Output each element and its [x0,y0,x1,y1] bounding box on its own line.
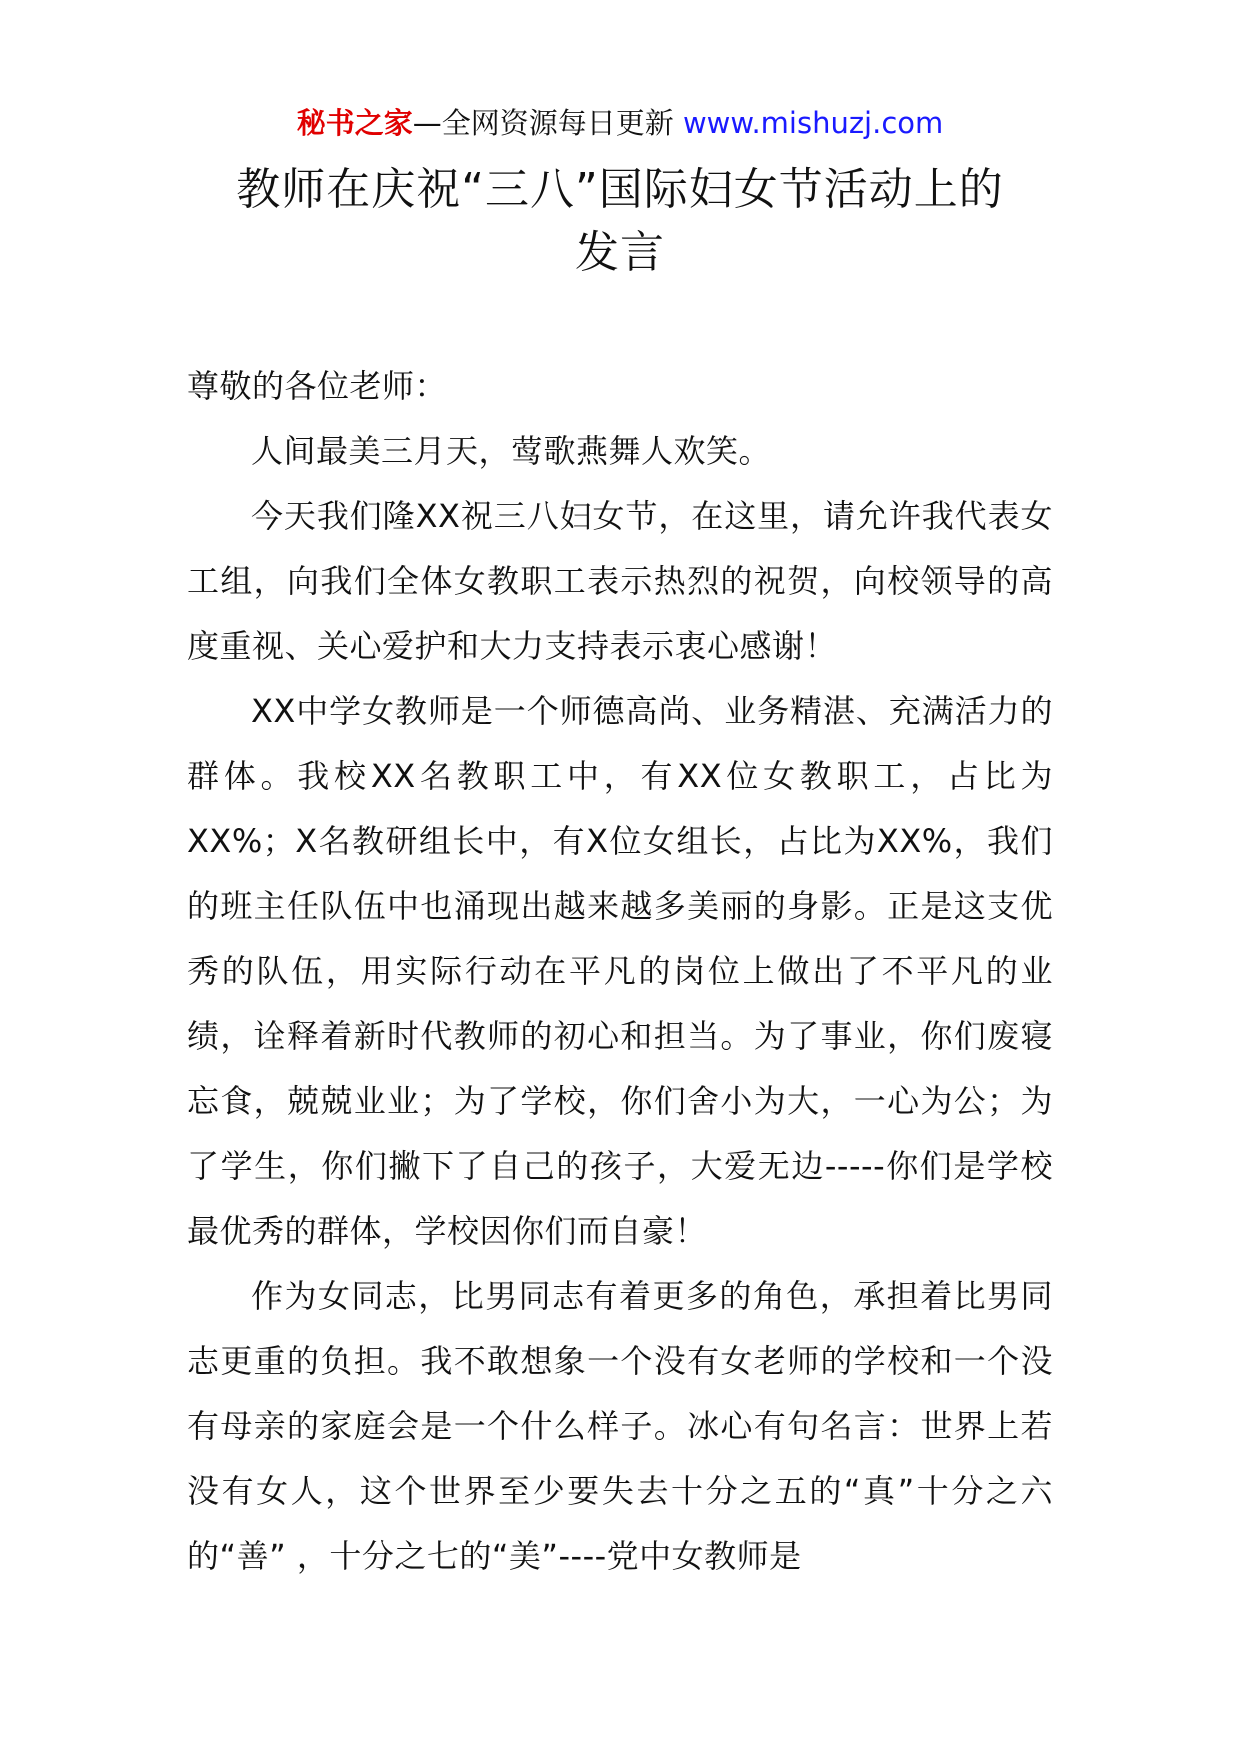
paragraph-2: 今天我们隆XX祝三八妇女节，在这里，请允许我代表女工组，向我们全体女教职工表示热烈的祝贺，向校领导的高度重视、关心爱护和大力支持表示衷心感谢！ [187,497,1053,665]
paragraph-4: 作为女同志，比男同志有着更多的角色，承担着比男同志更重的负担。我不敢想象一个没有女老师的学校和一个没有母亲的家庭会是一个什么样子。冰心有句名言：世界上若没有女人，这个世界至少要失去十分之五的“真”十分之六的“善” ，十分之七的“美”----党中女教师是 [187,1277,1053,1575]
title-line-2: 发言 [575,227,665,278]
brand-name: 秘书之家 [296,106,413,140]
paragraph-3: XX中学女教师是一个师德高尚、业务精湛、充满活力的群体。我校XX名教职工中，有XX位女教职工，占比为XX%；X名教研组长中，有X位女组长，占比为XX%，我们的班主任队伍中也涌现出越来越多美丽的身影。正是这支优秀的队伍，用实际行动在平凡的岗位上做出了不平凡的业绩，诠释着新时代教师的初心和担当。为了事业，你们废寝忘食，兢兢业业；为了学校，你们舍小为大，一心为公；为了学生，你们撇下了自己的孩子，大爱无边-----你们是学校最优秀的群体，学校因你们而自豪！ [187,692,1053,1250]
document-body [187,354,1053,1589]
title-line-1: 教师在庆祝“三八”国际妇女节活动上的 [236,164,1004,215]
salutation: 尊敬的各位老师： [187,367,448,405]
site-header [0,103,1240,143]
document-title [120,158,1120,284]
site-url-link[interactable]: www.mishuzj.com [682,106,944,140]
header-tagline: —全网资源每日更新 [412,106,683,140]
paragraph-1: 人间最美三月天，莺歌燕舞人欢笑。 [251,432,772,470]
